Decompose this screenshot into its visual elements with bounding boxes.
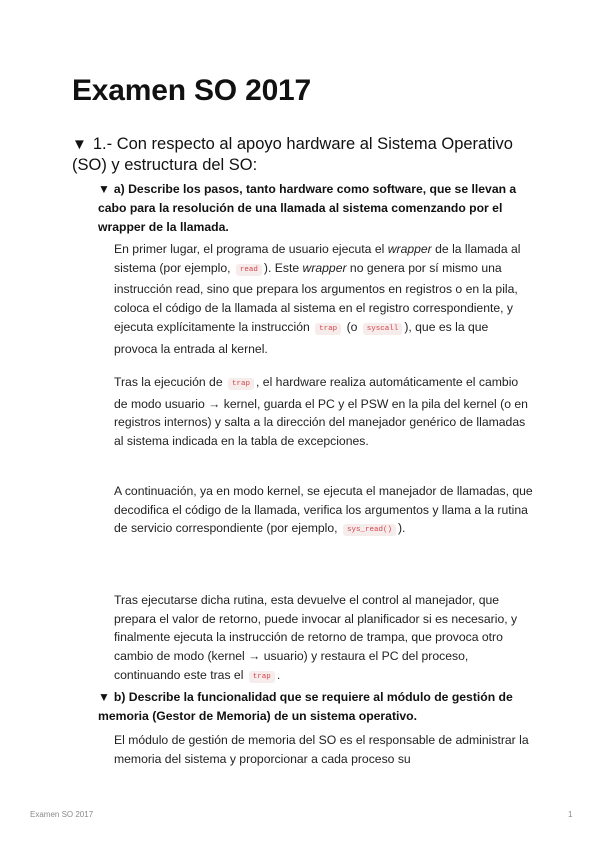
inline-code-read: read — [236, 264, 262, 276]
toggle-triangle-icon[interactable]: ▼ — [72, 136, 87, 153]
answer-a-paragraph-1 — [114, 240, 534, 358]
toggle-triangle-icon[interactable]: ▼ — [98, 690, 110, 704]
text-run: ). Este — [263, 260, 303, 275]
text-run: ). — [397, 521, 406, 536]
text-run: Tras ejecutarse dicha rutina, esta devuelve el control al manejador, que prepara el valor de retorno, puede invocar al planificador si es necesario, y finalmente ejecuta la instrucción de retorno de trampa, que provoca otro cambio de modo (kernel → usuario) y restaura el PC del proceso, continuando este tras el — [114, 593, 518, 682]
footer-page-number: 1 — [568, 810, 573, 819]
toggle-triangle-icon[interactable]: ▼ — [98, 182, 110, 196]
text-run: (o — [343, 319, 361, 334]
question-a-heading[interactable] — [98, 180, 538, 237]
text-run: Tras la ejecución de — [114, 375, 227, 389]
answer-a-paragraph-3 — [114, 482, 534, 541]
page-title: Examen SO 2017 — [72, 74, 312, 107]
text-run: ), que es la que provoca la entrada al kernel. — [114, 319, 489, 356]
section-1-heading-text: 1.- Con respecto al apoyo hardware al Sistema Operativo (SO) y estructura del SO: — [72, 135, 513, 174]
text-run: . — [276, 667, 281, 682]
section-1-heading[interactable] — [72, 134, 542, 175]
inline-code-syscall: syscall — [363, 323, 403, 335]
text-run: de la llamada al sistema (por ejemplo, — [114, 242, 521, 275]
emphasis-wrapper: wrapper — [387, 242, 432, 256]
inline-code-sys-read: sys_read() — [343, 524, 396, 536]
footer-title: Examen SO 2017 — [30, 810, 94, 819]
answer-b-paragraph-1: El módulo de gestión de memoria del SO es el responsable de administrar la memoria del sistema y proporcionar a cada proceso su — [114, 733, 529, 766]
inline-code-trap: trap — [249, 671, 275, 683]
text-run: no genera por sí mismo una instrucción read, sino que prepara los argumentos en registros o en la pila, coloca el código de la llamada al sistema en el registro correspondiente, y ejecuta explícitamente la instrucción — [114, 260, 518, 334]
answer-a-paragraph-4 — [114, 591, 534, 688]
question-b-heading[interactable] — [98, 688, 538, 726]
text-run: A continuación, ya en modo kernel, se ejecuta el manejador de llamadas, que decodifica el código de la llamada, verifica los argumentos y llama a la rutina de servicio correspondiente (por ejemplo, — [114, 484, 533, 536]
emphasis-wrapper: wrapper — [302, 260, 347, 275]
question-a-heading-text: a) Describe los pasos, tanto hardware como software, que se llevan a cabo para la resolución de una llamada al sistema comenzando por el wrapper de la llamada. — [98, 182, 517, 234]
text-run: , el hardware realiza automáticamente el cambio de modo usuario → kernel, guarda el PC y el PSW en la pila del kernel (o en registros internos) y salta a la dirección del manejador genérico de llamadas al sistema indicada en la tabla de excepciones. — [114, 375, 528, 449]
inline-code-trap: trap — [228, 378, 254, 390]
answer-a-paragraph-2 — [114, 373, 534, 451]
inline-code-trap: trap — [315, 323, 341, 335]
question-b-heading-text: b) Describe la funcionalidad que se requiere al módulo de gestión de memoria (Gestor de Memoria) de un sistema operativo. — [98, 690, 513, 723]
text-run: En primer lugar, el programa de usuario ejecuta el — [114, 242, 388, 256]
